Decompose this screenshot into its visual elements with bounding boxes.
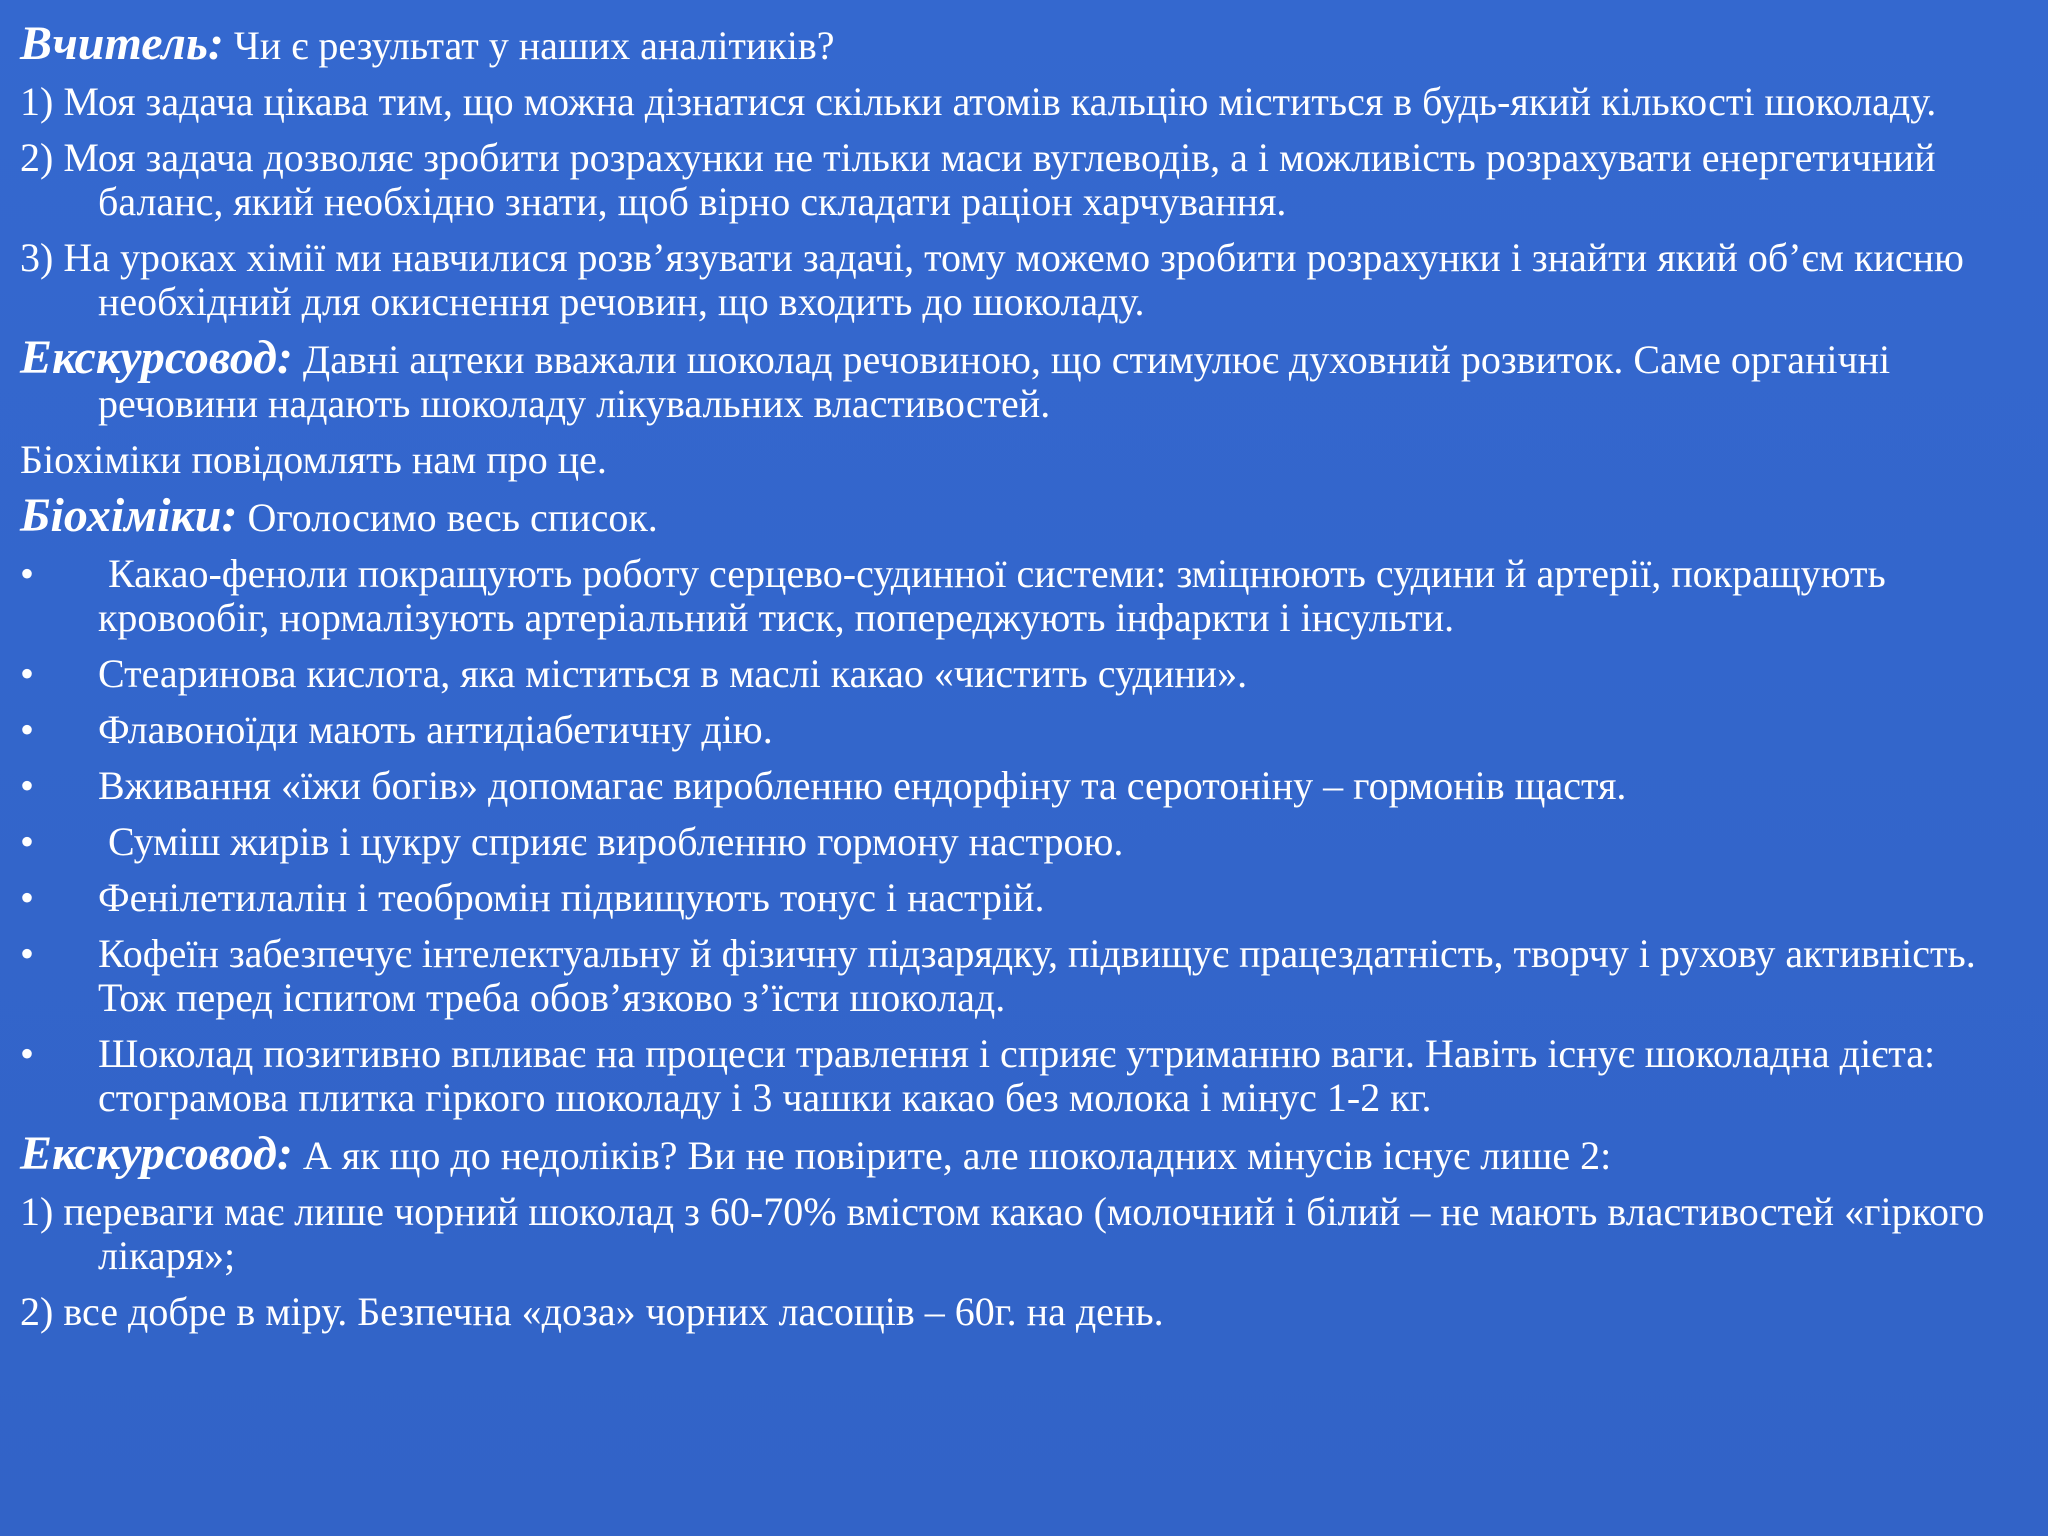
guide-text-1: Давні ацтеки вважали шоколад речовиною, що стимулює духовний розвиток. Саме органічні речовини надають шоколаду лікувальних властивостей. bbox=[98, 337, 1891, 426]
bullet-marker: • bbox=[20, 651, 35, 696]
bullet-marker: • bbox=[20, 819, 35, 864]
drawback-item-1: 1) переваги має лише чорний шоколад з 60-70% вмістом какао (молочний і білий – не мають властивостей «гіркого лікаря»; bbox=[20, 1189, 1985, 1278]
bullet-text: Флавоноїди мають антидіабетичну дію. bbox=[98, 707, 773, 752]
bullet-text: Стеаринова кислота, яка міститься в маслі какао «чистить судини». bbox=[98, 651, 1248, 696]
biochem-line bbox=[20, 489, 2028, 542]
speaker-guide: Екскурсовод: bbox=[20, 1127, 293, 1180]
analyst-item-1: 1) Моя задача цікава тим, що можна дізнатися скільки атомів кальцію міститься в будь-який кількості шоколаду. bbox=[20, 79, 1937, 124]
list-item bbox=[20, 552, 2028, 640]
bullet-text: Какао-феноли покращують роботу серцево-судинної системи: зміцнюють судини й артерії, покращують кровообіг, нормалізують артеріальний тиск, попереджують інфаркти і інсульти. bbox=[98, 551, 1896, 640]
bullet-marker: • bbox=[20, 707, 35, 752]
guide-line-1 bbox=[20, 331, 2028, 426]
bullet-text: Вживання «їжи богів» допомагає виробленню ендорфіну та серотоніну – гормонів щастя. bbox=[98, 763, 1627, 808]
list-item bbox=[20, 932, 2028, 1020]
bullet-text: Суміш жирів і цукру сприяє виробленню гормону настрою. bbox=[98, 819, 1124, 864]
bullet-text: Кофеїн забезпечує інтелектуальну й фізичну підзарядку, підвищує працездатність, творчу і рухову активність. Тож перед іспитом треба обов’язково з’їсти шоколад. bbox=[98, 931, 1976, 1020]
bullet-text: Фенілетилалін і теобромін підвищують тонус і настрій. bbox=[98, 875, 1045, 920]
guide-line-2 bbox=[20, 1127, 2028, 1180]
speaker-guide: Екскурсовод: bbox=[20, 331, 293, 384]
teacher-text: Чи є результат у наших аналітиків? bbox=[223, 23, 835, 68]
teacher-line bbox=[20, 17, 2028, 70]
bullet-marker: • bbox=[20, 1031, 35, 1076]
list-item bbox=[20, 876, 2028, 920]
analyst-item-3: 3) На уроках хімії ми навчилися розв’язувати задачі, тому можемо зробити розрахунки і знайти який об’єм кисню необхідний для окиснення речовин, що входить до шоколаду. bbox=[20, 235, 1964, 324]
benefits-list bbox=[20, 552, 2028, 1120]
speaker-biochemists: Біохіміки: bbox=[20, 489, 238, 542]
list-item bbox=[20, 708, 2028, 752]
bullet-marker: • bbox=[20, 875, 35, 920]
bullet-text: Шоколад позитивно впливає на процеси травлення і сприяє утриманню ваги. Навіть існує шоколадна дієта: стограмова плитка гіркого шоколаду і 3 чашки какао без молока і мінус 1-2 кг. bbox=[98, 1031, 1936, 1120]
biochem-text: Оголосимо весь список. bbox=[237, 495, 658, 540]
list-item bbox=[20, 820, 2028, 864]
bullet-marker: • bbox=[20, 551, 35, 596]
list-item bbox=[20, 1032, 2028, 1120]
drawback-item-2: 2) все добре в міру. Безпечна «доза» чорних ласощів – 60г. на день. bbox=[20, 1289, 1164, 1334]
guide-text-2: А як що до недоліків? Ви не повірите, але шоколадних мінусів існує лише 2: bbox=[292, 1133, 1612, 1178]
bullet-marker: • bbox=[20, 931, 35, 976]
list-item bbox=[20, 764, 2028, 808]
bullet-marker: • bbox=[20, 763, 35, 808]
biochem-intro: Біохіміки повідомлять нам про це. bbox=[20, 437, 607, 482]
analyst-item-2: 2) Моя задача дозволяє зробити розрахунки не тільки маси вуглеводів, а і можливість розрахувати енергетичний баланс, який необхідно знати, щоб вірно складати раціон харчування. bbox=[20, 135, 1936, 224]
speaker-teacher: Вчитель: bbox=[20, 17, 224, 70]
list-item bbox=[20, 652, 2028, 696]
